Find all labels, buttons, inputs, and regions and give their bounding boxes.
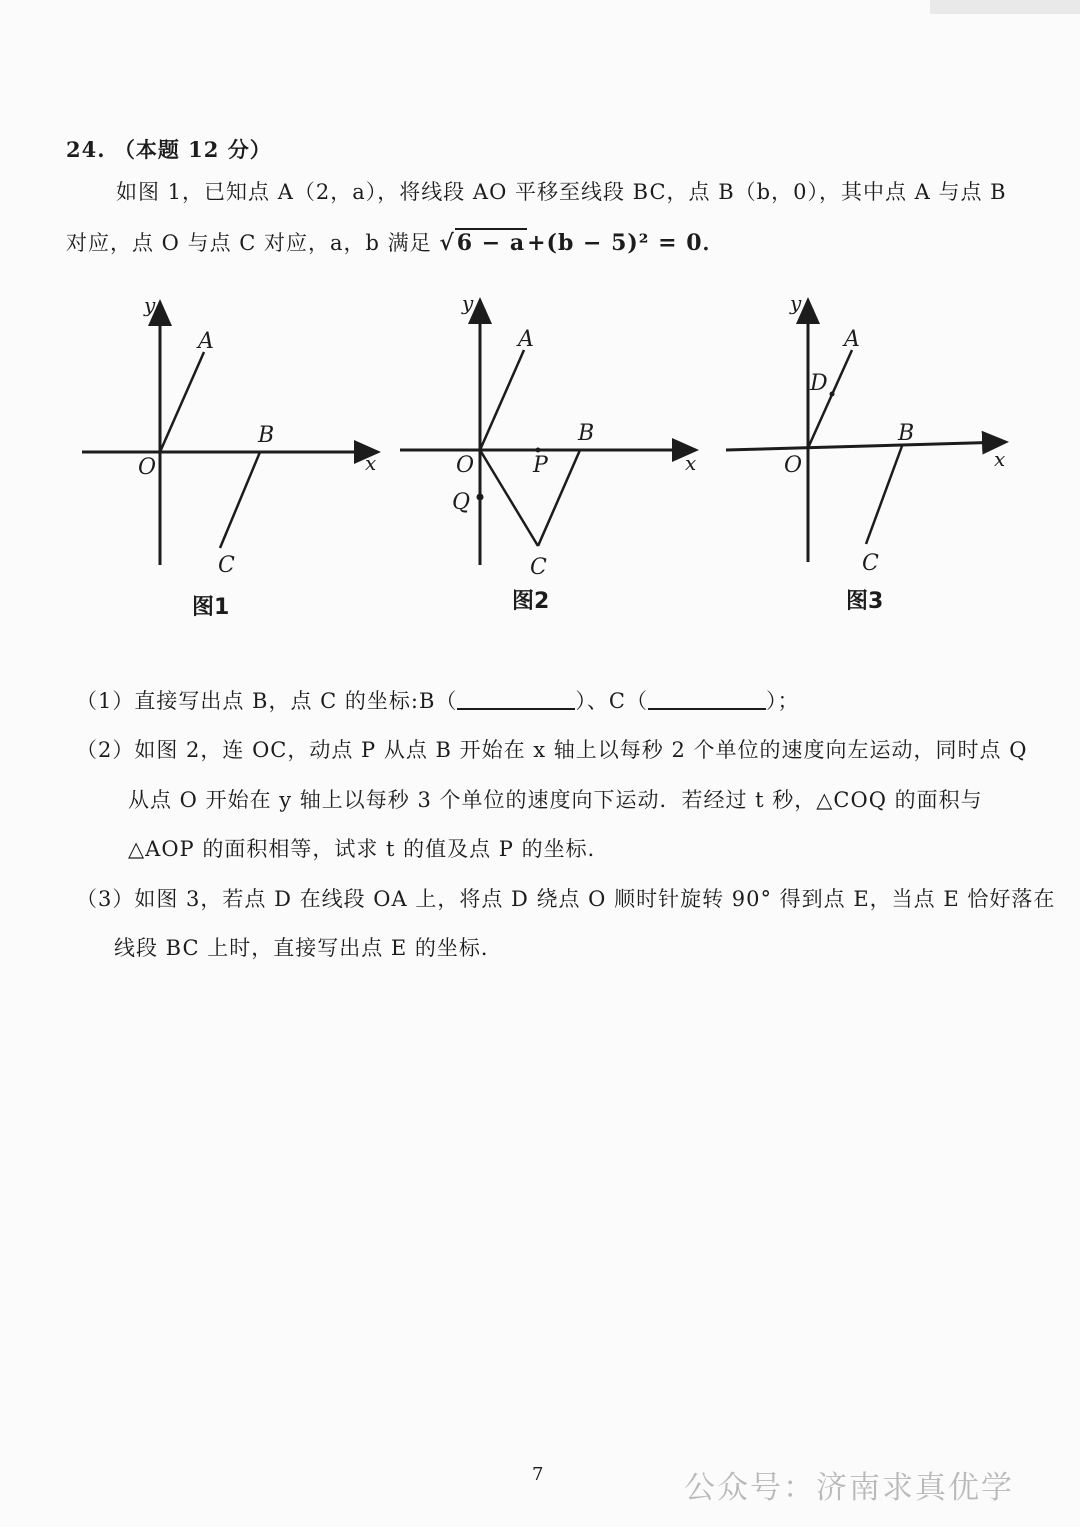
figure-1-caption: 图1 (192, 595, 230, 620)
point-P (536, 448, 541, 453)
label-y: y (144, 293, 156, 317)
part-2-line1: （2）如图 2，连 OC，动点 P 从点 B 开始在 x 轴上以每秒 2 个单位的速度向左运动，同时点 Q (76, 738, 1028, 762)
label-B: B (578, 421, 595, 446)
label-D: D (810, 371, 828, 396)
label-C: C (530, 555, 547, 580)
part-1-mid: ）、C（ (575, 689, 648, 713)
page-number: 7 (532, 1464, 544, 1485)
x-axis (726, 442, 1006, 450)
answer-blank-B[interactable] (457, 690, 575, 710)
label-B: B (258, 423, 275, 448)
label-x: x (685, 451, 697, 475)
label-O: O (456, 453, 475, 478)
figure-3-caption: 图3 (846, 589, 884, 614)
intro-line2-prefix: 对应，点 O 与点 C 对应，a，b 满足 (66, 231, 432, 255)
problem-number: 24. （本题 12 分） (66, 137, 272, 162)
part-2-line3: △AOP 的面积相等，试求 t 的值及点 P 的坐标． (128, 837, 610, 861)
segment-OA (480, 350, 524, 450)
label-A: A (844, 327, 860, 352)
label-y: y (462, 291, 474, 315)
label-C: C (218, 553, 235, 578)
scan-edge-strip (930, 0, 1080, 14)
label-O: O (138, 455, 157, 480)
point-D (830, 392, 835, 397)
figure-1-diagram (80, 290, 390, 580)
part-1-end: ）； (765, 689, 800, 713)
label-y: y (790, 291, 802, 315)
condition-equation: √6 − a+(b − 5)² = 0． (439, 230, 726, 256)
segment-OA (808, 350, 852, 448)
condition-radicand: 6 − a (456, 230, 526, 256)
figure-2-diagram (398, 290, 708, 580)
segment-OA (160, 352, 204, 452)
problem-intro-line2 (66, 226, 726, 257)
figure-3-diagram (724, 290, 1034, 580)
label-B: B (898, 421, 915, 446)
answer-blank-C[interactable] (648, 690, 766, 710)
segment-OC (480, 450, 538, 546)
part-2-line2: 从点 O 开始在 y 轴上以每秒 3 个单位的速度向下运动．若经过 t 秒，△COQ 的面积与 (128, 788, 983, 812)
part-3-line1: （3）如图 3，若点 D 在线段 OA 上，将点 D 绕点 O 顺时针旋转 90° 得到点 E，当点 E 恰好落在 (76, 887, 1056, 911)
label-x: x (994, 447, 1006, 471)
part-1-label: （1）直接写出点 B，点 C 的坐标:B（ (76, 689, 458, 713)
label-Q: Q (452, 490, 471, 515)
label-A: A (198, 329, 214, 354)
segment-BC (866, 446, 902, 544)
problem-intro-line1: 如图 1，已知点 A（2，a），将线段 AO 平移至线段 BC，点 B（b，0），其中点 A 与点 B (116, 180, 1007, 204)
point-Q (477, 494, 484, 501)
condition-rest: +(b − 5)² = 0． (527, 230, 726, 256)
segment-BC (220, 452, 260, 548)
label-C: C (862, 551, 879, 576)
label-O: O (784, 453, 803, 478)
watermark-text: 公众号：济南求真优学 (684, 1470, 1014, 1506)
label-P: P (533, 453, 548, 478)
figure-2-caption: 图2 (512, 589, 550, 614)
part-3-line2: 线段 BC 上时，直接写出点 E 的坐标． (114, 936, 503, 960)
part-1 (76, 685, 799, 715)
label-A: A (518, 327, 534, 352)
label-x: x (365, 451, 377, 475)
